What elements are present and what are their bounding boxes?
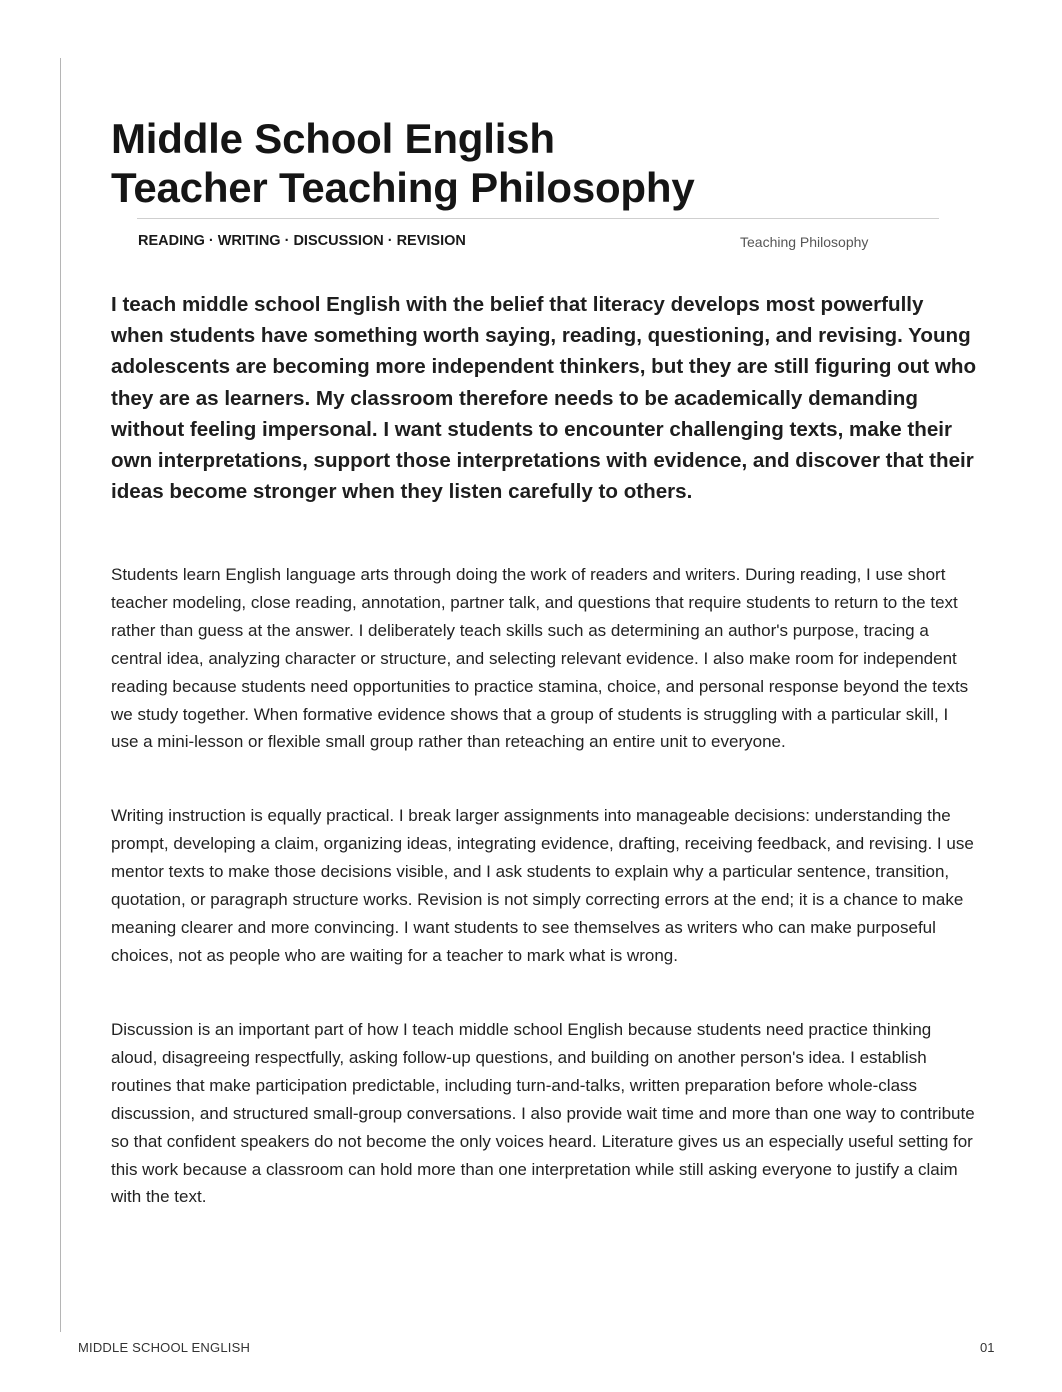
body-paragraph-reading: Students learn English language arts through doing the work of readers and writers. During reading, I use short teacher modeling, close reading, annotation, partner talk, and questions that require students to return to the text rather than guess at the answer. I deliberately teach skills such as determining an author's purpose, tracing a central idea, analyzing character or structure, and selecting relevant evidence. I also make room for independent reading because students need opportunities to practice stamina, choice, and personal response beyond the texts we study together. When formative evidence shows that a group of students is struggling with a particular skill, I use a mini-lesson or flexible small group rather than reteaching an entire unit to everyone. xyxy=(111,565,969,752)
header-divider xyxy=(137,218,939,219)
title-line-1: Middle School English xyxy=(111,115,555,162)
lead-paragraph: I teach middle school English with the belief that literacy develops most powerfully when students have something worth saying, reading, questioning, and revising. Young adolescents are becoming more independent thinkers, but they are still figuring out who they are as learners. My classroom therefore needs to be academically demanding without feeling impersonal. I want students to encounter challenging texts, make their own interpretations, support those interpretations with evidence, and discover that their ideas become stronger when they listen carefully to others. xyxy=(111,293,977,504)
topic-list: READING · WRITING · DISCUSSION · REVISION xyxy=(138,233,466,249)
body-paragraph-writing: Writing instruction is equally practical. I break larger assignments into manageable decisions: understanding the prompt, developing a claim, organizing ideas, integrating evidence, drafting, receiving feedback, and revising. I use mentor texts to make those decisions visible, and I ask students to explain why a particular sentence, transition, quotation, or paragraph structure works. Revision is not simply correcting errors at the end; it is a chance to make meaning clearer and more convincing. I want students to see themselves as writers who can make purposeful choices, not as people who are waiting for a teacher to mark what is wrong. xyxy=(111,806,974,965)
footer-page-number: 01 xyxy=(980,1340,995,1355)
body-paragraph-discussion: Discussion is an important part of how I teach middle school English because students need practice thinking aloud, disagreeing respectfully, asking follow-up questions, and building on another person's idea. I establish routines that make participation predictable, including turn-and-talks, written preparation before whole-class discussion, and structured small-group conversations. I also provide wait time and more than one way to contribute so that confident speakers do not become the only voices heard. Literature gives us an especially useful setting for this work because a classroom can hold more than one interpretation while still asking everyone to justify a claim with the text. xyxy=(111,1020,975,1207)
footer-running-title: MIDDLE SCHOOL ENGLISH xyxy=(78,1340,251,1355)
page-title xyxy=(111,114,695,212)
document-type-label: Teaching Philosophy xyxy=(740,234,869,250)
left-margin-rule xyxy=(60,58,61,1332)
title-line-2: Teacher Teaching Philosophy xyxy=(111,164,695,211)
